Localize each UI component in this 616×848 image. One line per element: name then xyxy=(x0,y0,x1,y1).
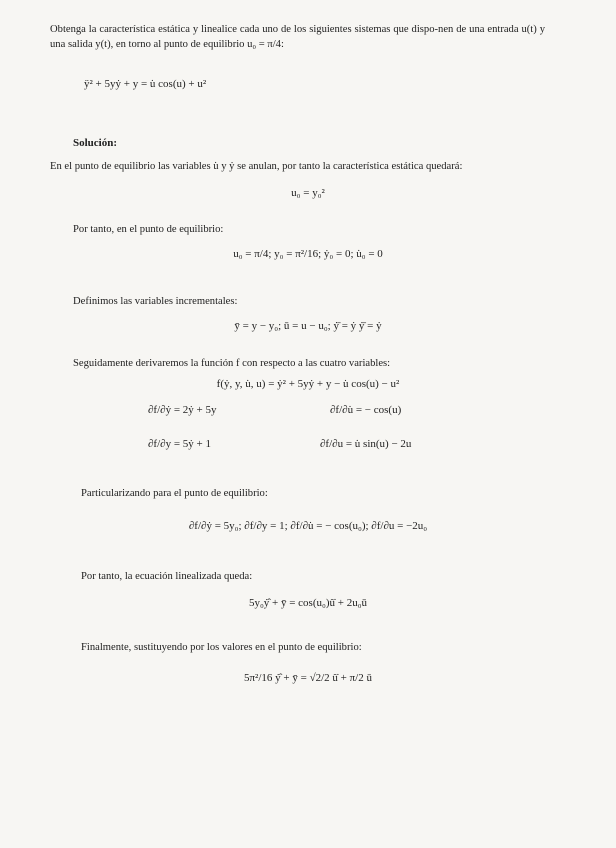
partial-du xyxy=(320,438,411,450)
paragraph-static-characteristic xyxy=(50,159,544,174)
equation-equilibrium-values xyxy=(0,248,616,260)
equation-final-text: 5π²/16 ẏ̂ + ȳ = √2/2 û̇ + π/2 ū xyxy=(244,672,372,684)
problem-statement-text: Obtenga la característica estática y linealice cada uno de los siguientes sistemas que dispo-nen de una entrada u(t) y una salida y(t), en torno al punto de equilibrio u₀ = π/4: xyxy=(50,24,545,51)
equation-static-text: u₀ = y₀² xyxy=(291,187,325,199)
system-equation-text: ÿ² + 5yẏ + y = u̇ cos(u) + u² xyxy=(84,78,207,90)
partial-du-dot xyxy=(330,404,401,416)
partial-du-text: ∂f/∂u = u̇ sin(u) − 2u xyxy=(320,438,412,450)
equation-final xyxy=(0,672,616,684)
equation-function-f-text: f(ẏ, y, u̇, u) = ẏ² + 5yẏ + y − u̇ cos(u) − u² xyxy=(216,378,400,390)
partial-dy-dot-text: ∂f/∂ẏ = 2ẏ + 5y xyxy=(148,404,217,416)
partial-dy-text: ∂f/∂y = 5ẏ + 1 xyxy=(148,438,211,450)
equation-partials-equilibrium xyxy=(0,520,616,532)
paragraph-particularize: Particularizando para el punto de equilibrio: xyxy=(81,488,268,499)
paragraph-final: Finalmente, sustituyendo por los valores en el punto de equilibrio: xyxy=(81,642,362,653)
equation-linearized xyxy=(0,597,616,609)
paragraph-derivative: Seguidamente derivaremos la función f con respecto a las cuatro variables: xyxy=(73,358,391,369)
partial-dy xyxy=(148,438,211,450)
paragraph-equilibrium: Por tanto, en el punto de equilibrio: xyxy=(73,224,224,235)
paragraph-static-characteristic-text: En el punto de equilibrio las variables u̇ y ẏ se anulan, por tanto la característica estática quedará: xyxy=(50,161,463,172)
equation-partials-equilibrium-text: ∂f/∂ẏ = 5y₀; ∂f/∂y = 1; ∂f/∂u̇ = − cos(u₀); ∂f/∂u = −2u₀ xyxy=(188,520,428,532)
equation-equilibrium-values-text: u₀ = π/4; y₀ = π²/16; ẏ₀ = 0; u̇₀ = 0 xyxy=(233,248,383,260)
paragraph-linearized: Por tanto, la ecuación linealizada queda: xyxy=(81,571,253,582)
paragraph-incremental: Definimos las variables incrementales: xyxy=(73,296,238,307)
partial-du-dot-text: ∂f/∂u̇ = − cos(u) xyxy=(330,404,402,416)
equation-linearized-text: 5y₀ẏ̂ + ȳ = cos(u₀)û̇ + 2u₀ū xyxy=(248,597,368,609)
problem-statement xyxy=(50,22,545,53)
equation-incremental-text: ȳ = y − y₀; ū = u − u₀; ẏ̄ = ẏ ẏ̄ = ẏ xyxy=(234,320,382,332)
partial-dy-dot xyxy=(148,404,217,416)
equation-incremental xyxy=(0,320,616,332)
equation-function-f xyxy=(0,378,616,390)
system-equation xyxy=(84,78,206,90)
equation-static xyxy=(0,187,616,199)
solution-heading: Solución: xyxy=(73,137,118,149)
